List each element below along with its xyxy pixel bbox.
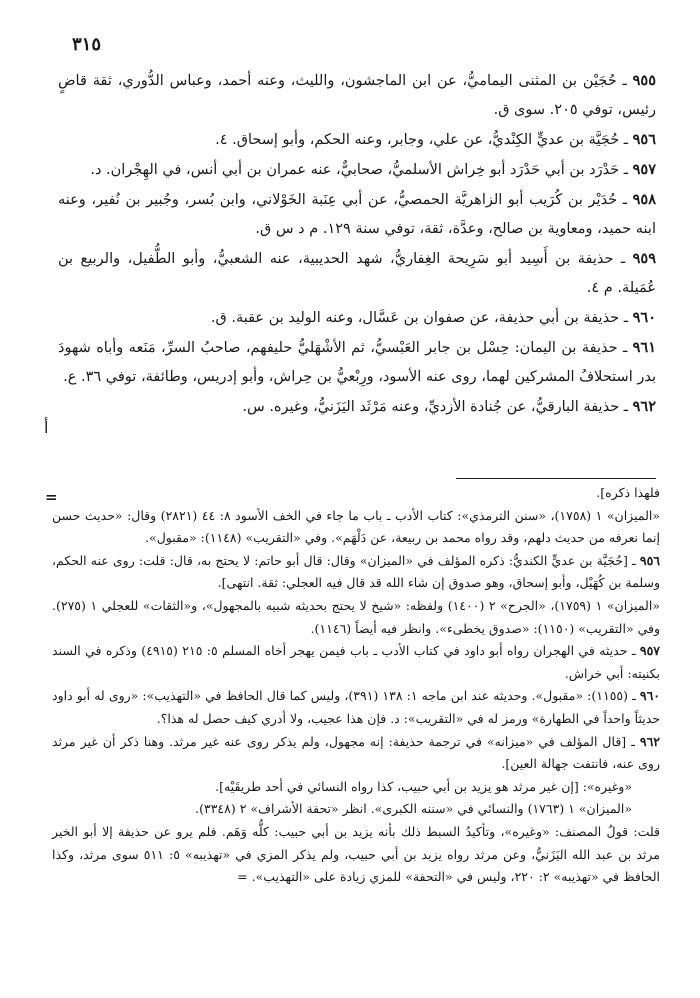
entry-text: حذيفة بن أبي حذيفة، عن صفوان بن عَسَّال، وعنه الوليد بن عقبة. ق.: [210, 310, 620, 326]
entry: ٩٦٢ ـ حذيفة البارقيُّ، عن جُنادة الأزديِّ، وعنه مَرْثَد اليَزَنيُّ، وغيره. س.: [242, 398, 656, 415]
footnote-line: ٩٥٦ ـ [حُجَيَّة بن عديٍّ الكنديُّ: ذكره المؤلف في «الميزان» وقال: قال أبو حاتم: لا يحتج به، قال: قلت: روى عنه الحكم، وسلمة بن كُهَيْل، وأبو إسحاق، وهو صدوق إن شاء الله قد قال فيه العجلي: ثقة. انتهى].: [52, 552, 661, 591]
page-number: ٣١٥: [72, 34, 102, 55]
entry-text: حُجَيْن بن المثنى اليماميُّ، عن ابن الماجشون، والليث، وعنه أحمد، وعباس الدُّوري، ثقة قاضٍ رئيس، توفي ٢٠٥. سوى ق.: [58, 73, 656, 118]
footnote-line: ٩٦٠ ـ (١١٥٥): «مقبول». وحديثه عند ابن ماجه ١: ١٣٨ (٣٩١)، وليس كما قال الحافظ في «التهذيب»: «روى له أبو داود حديثاً واحداً في الطهارة» ورمز له في «التقريب»: د. فإن هذا عجيب، ولا أدري كيف حصل له هذا؟.: [52, 688, 661, 726]
footnote-line: [52, 776, 660, 799]
entry-text: حَدْرَد بن أبي حَدْرَد أبو خِراش الأسلميُّ، صحابيٌّ، عنه عمران بن أبي أنس، في الهِجْران. د.: [90, 162, 620, 178]
entry-number: ٩٥٨: [632, 191, 656, 208]
entry-text: حذيفة بن أَسِيد أبو سَرِيحة الغِفاريُّ، شهد الحديبية، عنه الشعبيُّ، وأبو الطُّفيل، والربيع بن عُمَيلة. م ٤.: [58, 251, 656, 296]
entry: ٩٥٩ ـ حذيفة بن أَسِيد أبو سَرِيحة الغِفاريُّ، شهد الحديبية، عنه الشعبيُّ، وأبو الطُّفيل، والربيع بن عُمَيلة. م ٤.: [58, 250, 656, 296]
entry: ٩٥٨ ـ حُدَيْر بن كُرَيب أبو الزاهريَّة الحمصيُّ، عن أبي عِنَبة الخَوْلاني، وابن بُسر، وجُبير بن نُفير، وعنه ابنه حميد، ومعاوية بن صالح، وعدَّة، ثقة، توفي سنة ١٢٩. م د س ق.: [58, 191, 656, 237]
footnote-text: فلهذا ذكره].: [596, 485, 660, 500]
footnote-text: «وغيره»: [إن غير مرثد هو يزيد بن أبي حبيب، كذا رواه النسائي في أحد طريقَيْه].: [215, 778, 632, 794]
footnote-number: ٩٥٧: [639, 643, 661, 659]
footnote-line: [52, 505, 660, 550]
footnote-line: [52, 595, 660, 640]
footnote-text: «الميزان» ١ (١٧٥٩)، «الجرح» ٢ (١٤٠٠) ولفظه: «شيخ لا يحتج بحديثه شبيه بالمجهول»، و«الثقات» للعجلي ١ (٢٧٥). وفي «التقريب» (١١٥٠): «صدوق يخطىء». وانظر فيه أيضاً (١١٤٦).: [52, 597, 660, 636]
footnote-text: «الميزان» ١ (١٧٦٣) والنسائي في «سننه الكبرى». انظر «تحفة الأشراف» ٢ (٣٣٤٨).: [195, 801, 632, 817]
entry-text: حُجَيَّة بن عديٍّ الكِنْديُّ، عن علي، وجابر، وعنه الحكم، وأبو إسحاق. ٤.: [215, 132, 620, 148]
entry: ٩٦٠ ـ حذيفة بن أبي حذيفة، عن صفوان بن عَسَّال، وعنه الوليد بن عقبة. ق.: [210, 309, 656, 326]
footnote-text: قلت: قولُ المصنف: «وغيره»، وتأكيدُ السبط ذلك بأنه يزيد بن أبي حبيب: كلُّه وَهَم. فلم يرو عن حذيفة إلا أبو الخير مرثد بن عبد الله اليَزَنيُّ، وعن مرثد رواه يزيد بن أبي حبيب، ولم يذكر المزي في «تهذيبه» ٥: ٥١١ سوى مرثد، وكذا الحافظ في «تهذيبه» ٢: ٢٢٠، وليس في «التحفة» للمزي زيادة على «التهذيب». =: [52, 823, 660, 885]
entry-number: ٩٥٦: [632, 131, 656, 148]
footnote-line: ٩٥٧ ـ حديثه في الهجران رواه أبو داود في كتاب الأدب ـ باب فيمن يهجر أخاه المسلم ٥: ٢١٥ (٤٩١٥) وذكره في السند بكنيته: أبي خراش.: [52, 643, 661, 681]
entry: ٩٦١ ـ حذيفة بن اليمان: حِسْل بن جابر العَبْسيُّ، ثم الأشْهَليُّ حليفهم، صاحبُ السرِّ، مَنَعه وأباه شهودَ بدر استحلافُ المشركين لهما، روى عنه الأسود، ورِبْعيُّ بن حِراش، وأبو إدريس، وطائفة، توفي ٣٦. ع.: [58, 339, 657, 385]
footnote-separator: [456, 478, 656, 479]
entry-text: حذيفة البارقيُّ، عن جُنادة الأزديِّ، وعنه مَرْثَد اليَزَنيُّ، وغيره. س.: [242, 399, 620, 415]
entry-text: حذيفة بن اليمان: حِسْل بن جابر العَبْسيُّ، ثم الأشْهَليُّ حليفهم، صاحبُ السرِّ، مَنَعه وأباه شهودَ بدر استحلافُ المشركين لهما، روى عنه الأسود، ورِبْعيُّ بن حِراش، وأبو إدريس، وطائفة، توفي ٣٦. ع.: [58, 340, 656, 385]
footnote-text: «الميزان» ١ (١٧٥٨)، «سنن الترمذي»: كتاب الأدب ـ باب ما جاء في الخف الأسود ٨: ٤٤ (٢٨٢١) وقال: «حديث حسن إنما نعرفه من حديث دلهم، وقد رواه محمد بن ربيعة، عن دَلْهَم». وفي «التقريب» (١١٤٨): «مقبول».: [52, 507, 660, 546]
entry-number: ٩٥٩: [632, 250, 656, 267]
biography-entries: [58, 66, 656, 422]
stray-mark: أ: [44, 418, 49, 437]
footnote-text: [قال المؤلف في «ميزانه» في ترجمة حذيفة: إنه مجهول، ولم يذكر روى عنه غير مرثد. وهنا ذكر أن غير مرثد روى عنه، فانتفت جهالة العين].: [52, 733, 660, 772]
footnote-number: ٩٦٠: [639, 688, 661, 704]
footnote-text: [حُجَيَّة بن عديٍّ الكنديُّ: ذكره المؤلف في «الميزان» وقال: قال أبو حاتم: لا يحتج به، قال: قلت: روى عنه الحكم، وسلمة بن كُهَيْل، وأبو إسحاق، وهو صدوق إن شاء الله قد قال فيه العجلي: ثقة. انتهى].: [52, 552, 660, 591]
footnote-text: (١١٥٥): «مقبول». وحديثه عند ابن ماجه ١: ١٣٨ (٣٩١)، وليس كما قال الحافظ في «التهذيب»: «روى له أبو داود حديثاً واحداً في الطهارة» ورمز له في «التقريب»: د. فإن هذا عجيب، ولا أدري كيف حصل له هذا؟.: [52, 688, 660, 726]
entry-number: ٩٥٥: [632, 72, 656, 89]
entry-number: ٩٦١: [632, 339, 657, 356]
footnotes: [52, 482, 660, 889]
footnote-number: ٩٥٦: [639, 552, 661, 568]
footnote-line: [52, 821, 660, 889]
entry-text: حُدَيْر بن كُرَيب أبو الزاهريَّة الحمصيُّ، عن أبي عِنَبة الخَوْلاني، وابن بُسر، وجُبير بن نُفير، وعنه ابنه حميد، ومعاوية بن صالح، وعدَّة، ثقة، توفي سنة ١٢٩. م د س ق.: [58, 192, 656, 237]
entry: ٩٥٦ ـ حُجَيَّة بن عديٍّ الكِنْديُّ، عن علي، وجابر، وعنه الحكم، وأبو إسحاق. ٤.: [215, 131, 656, 148]
footnote-line: ٩٦٢ ـ [قال المؤلف في «ميزانه» في ترجمة حذيفة: إنه مجهول، ولم يذكر روى عنه غير مرثد. وهنا ذكر أن غير مرثد روى عنه، فانتفت جهالة العين].: [52, 733, 661, 772]
footnote-continuation-marker: =: [45, 488, 58, 506]
footnote-text: حديثه في الهجران رواه أبو داود في كتاب الأدب ـ باب فيمن يهجر أخاه المسلم ٥: ٢١٥ (٤٩١٥) وذكره في السند بكنيته: أبي خراش.: [52, 643, 660, 681]
entry: ٩٥٧ ـ حَدْرَد بن أبي حَدْرَد أبو خِراش الأسلميُّ، صحابيٌّ، عنه عمران بن أبي أنس، في الهِجْران. د.: [90, 161, 656, 178]
entry: ٩٥٥ ـ حُجَيْن بن المثنى اليماميُّ، عن ابن الماجشون، والليث، وعنه أحمد، وعباس الدُّوري، ثقة قاضٍ رئيس، توفي ٢٠٥. سوى ق.: [58, 72, 656, 118]
footnote-number: ٩٦٢: [639, 733, 661, 749]
entry-number: ٩٦٢: [632, 398, 656, 415]
entry-number: ٩٥٧: [632, 161, 656, 178]
entry-number: ٩٦٠: [632, 309, 656, 326]
footnote-line: [52, 482, 660, 505]
footnote-line: [52, 798, 660, 821]
